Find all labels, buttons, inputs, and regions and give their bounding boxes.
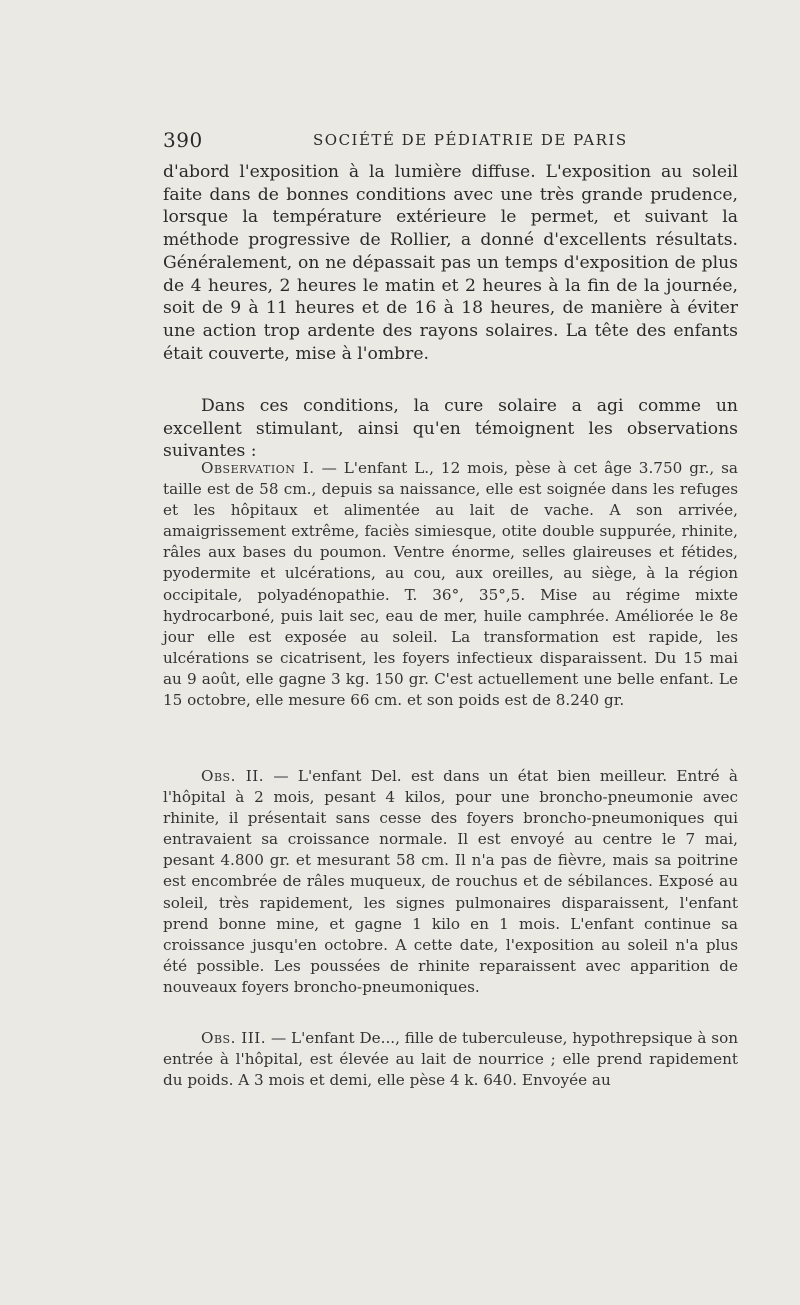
running-title: SOCIÉTÉ DE PÉDIATRIE DE PARIS — [313, 131, 628, 149]
observation-3-label: Obs. III. — [201, 1029, 267, 1047]
observation-1 — [163, 458, 738, 711]
observation-3-text: — L'enfant De..., fille de tuberculeuse, hypothrepsique à son entrée à l'hôpital, est élevée au lait de nourrice ; elle prend rapidement du poids. A 3 mois et demi, elle pèse 4 k. 640. Envoyée au — [163, 1029, 738, 1090]
body-paragraph-1: d'abord l'exposition à la lumière diffuse. L'exposition au soleil faite dans de bonnes conditions avec une très grande prudence, lorsque la température extérieure le permet, et suivant la méthode progressive de Rollier, a donné d'excellents résultats. Généralement, on ne dépassait pas un temps d'exposition de plus de 4 heures, 2 heures le matin et 2 heures à la fin de la journée, soit de 9 à 11 heures et de 16 à 18 heures, de manière à éviter une action trop ardente des rayons solaires. La tête des enfants était couverte, mise à l'ombre. — [163, 162, 738, 364]
observation-3 — [163, 1028, 738, 1091]
page-number: 390 — [163, 128, 203, 152]
observation-2 — [163, 766, 738, 998]
observation-2-label: Obs. II. — [201, 767, 265, 785]
body-paragraph-2: Dans ces conditions, la cure solaire a agi comme un excellent stimulant, ainsi qu'en témoignent les observations suivantes : — [163, 396, 738, 462]
observation-2-text: — L'enfant Del. est dans un état bien meilleur. Entré à l'hôpital à 2 mois, pesant 4 kilos, pour une broncho-pneumonie avec rhinite, il présentait sans cesse des foyers broncho-pneumoniques qui entravaient sa croissance normale. Il est envoyé au centre le 7 mai, pesant 4.800 gr. et mesurant 58 cm. Il n'a pas de fièvre, mais sa poitrine est encombrée de râles muqueux, de rouchus et de sébilances. Exposé au soleil, très rapidement, les signes pulmonaires disparaissent, l'enfant prend bonne mine, et gagne 1 kilo en 1 mois. L'enfant continue sa croissance jusqu'en octobre. A cette date, l'exposition au soleil n'a plus été possible. Les poussées de rhinite reparaissent avec apparition de nouveaux foyers broncho-pneumoniques. — [163, 767, 738, 996]
observation-1-label: Observation I. — [201, 459, 315, 477]
observation-1-text: — L'enfant L., 12 mois, pèse à cet âge 3.750 gr., sa taille est de 58 cm., depuis sa naissance, elle est soignée dans les refuges et les hôpitaux et alimentée au lait de vache. A son arrivée, amaigrissement extrême, faciès simiesque, otite double suppurée, rhinite, râles aux bases du poumon. Ventre énorme, selles glaireuses et fétides, pyodermite et ulcérations, au cou, aux oreilles, au siège, à la région occipitale, polyadénopathie. T. 36°, 35°,5. Mise au régime mixte hydrocarboné, puis lait sec, eau de mer, huile camphrée. Améliorée le 8e jour elle est exposée au soleil. La transformation est rapide, les ulcérations se cicatrisent, les foyers infectieux disparaissent. Du 15 mai au 9 août, elle gagne 3 kg. 150 gr. C'est actuellement une belle enfant. Le 15 octobre, elle mesure 66 cm. et son poids est de 8.240 gr. — [163, 459, 738, 710]
page-header — [163, 128, 737, 154]
